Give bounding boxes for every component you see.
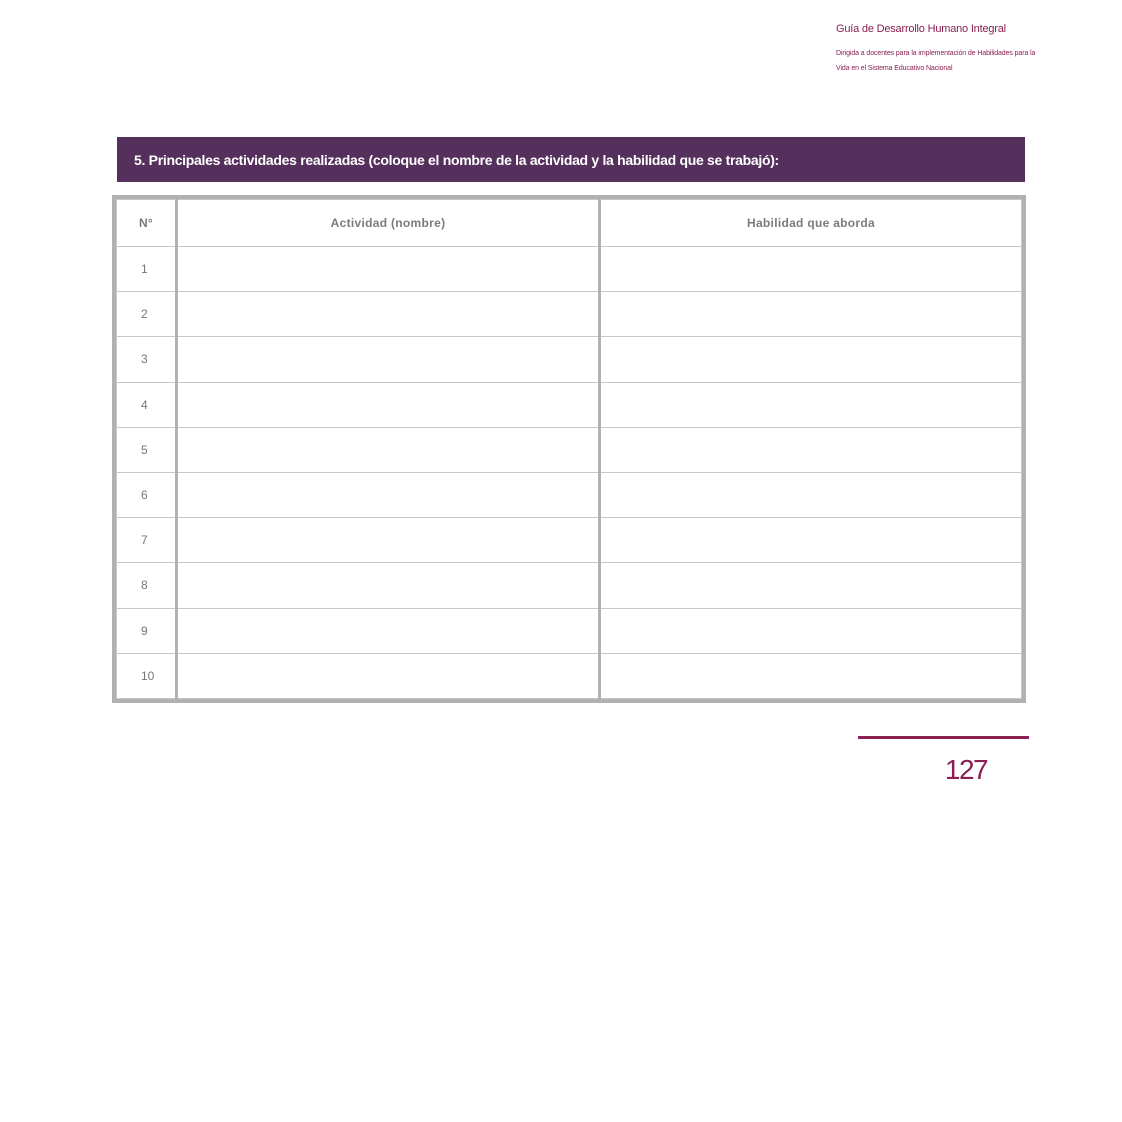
- activity-name-cell[interactable]: [177, 608, 600, 653]
- row-number-cell: 1: [117, 247, 177, 292]
- activity-name-cell[interactable]: [177, 337, 600, 382]
- page-number: 127: [944, 754, 988, 785]
- header-subtitle-line-2: Vida en el Sistema Educativo Nacional: [836, 65, 953, 72]
- page-number-rule: [858, 736, 1029, 739]
- activity-name-cell[interactable]: [177, 292, 600, 337]
- skill-cell[interactable]: [600, 427, 1022, 472]
- activities-table-grid: [116, 199, 1022, 699]
- row-number-cell: 9: [117, 608, 177, 653]
- table-row: [117, 608, 1022, 653]
- skill-cell[interactable]: [600, 653, 1022, 698]
- activity-name-cell[interactable]: [177, 653, 600, 698]
- row-number-cell: 2: [117, 292, 177, 337]
- section-title: 5. Principales actividades realizadas (coloque el nombre de la actividad y la habilidad que se trabajó):: [134, 151, 779, 168]
- header-subtitle-line-1: Dirigida a docentes para la implementación de Habilidades para la: [836, 50, 1036, 57]
- table-row: [117, 472, 1022, 517]
- table-row: [117, 337, 1022, 382]
- activity-name-cell[interactable]: [177, 472, 600, 517]
- activity-name-cell[interactable]: [177, 382, 600, 427]
- activity-name-cell[interactable]: [177, 563, 600, 608]
- table-row: [117, 247, 1022, 292]
- section-title-banner: [117, 137, 1025, 182]
- row-number-cell: 4: [117, 382, 177, 427]
- table-body: [117, 247, 1022, 699]
- activity-name-cell[interactable]: [177, 518, 600, 563]
- table-row: [117, 382, 1022, 427]
- running-header: [836, 22, 1076, 76]
- table-header-row: [117, 200, 1022, 247]
- activity-name-cell[interactable]: [177, 247, 600, 292]
- row-number-cell: 7: [117, 518, 177, 563]
- skill-cell[interactable]: [600, 608, 1022, 653]
- table-row: [117, 563, 1022, 608]
- skill-cell[interactable]: [600, 337, 1022, 382]
- skill-cell[interactable]: [600, 247, 1022, 292]
- column-header-skill: Habilidad que aborda: [600, 200, 1022, 247]
- row-number-cell: 3: [117, 337, 177, 382]
- row-number-cell: 6: [117, 472, 177, 517]
- header-subtitle: [836, 46, 1076, 76]
- activities-table: [112, 195, 1026, 703]
- column-header-number: N°: [117, 200, 177, 247]
- row-number-cell: 5: [117, 427, 177, 472]
- table-row: [117, 292, 1022, 337]
- table-row: [117, 518, 1022, 563]
- skill-cell[interactable]: [600, 518, 1022, 563]
- row-number-cell: 10: [117, 653, 177, 698]
- skill-cell[interactable]: [600, 292, 1022, 337]
- skill-cell[interactable]: [600, 382, 1022, 427]
- activity-name-cell[interactable]: [177, 427, 600, 472]
- skill-cell[interactable]: [600, 472, 1022, 517]
- table-row: [117, 427, 1022, 472]
- row-number-cell: 8: [117, 563, 177, 608]
- skill-cell[interactable]: [600, 563, 1022, 608]
- table-row: [117, 653, 1022, 698]
- header-title: Guía de Desarrollo Humano Integral: [836, 23, 1006, 35]
- column-header-activity: Actividad (nombre): [177, 200, 600, 247]
